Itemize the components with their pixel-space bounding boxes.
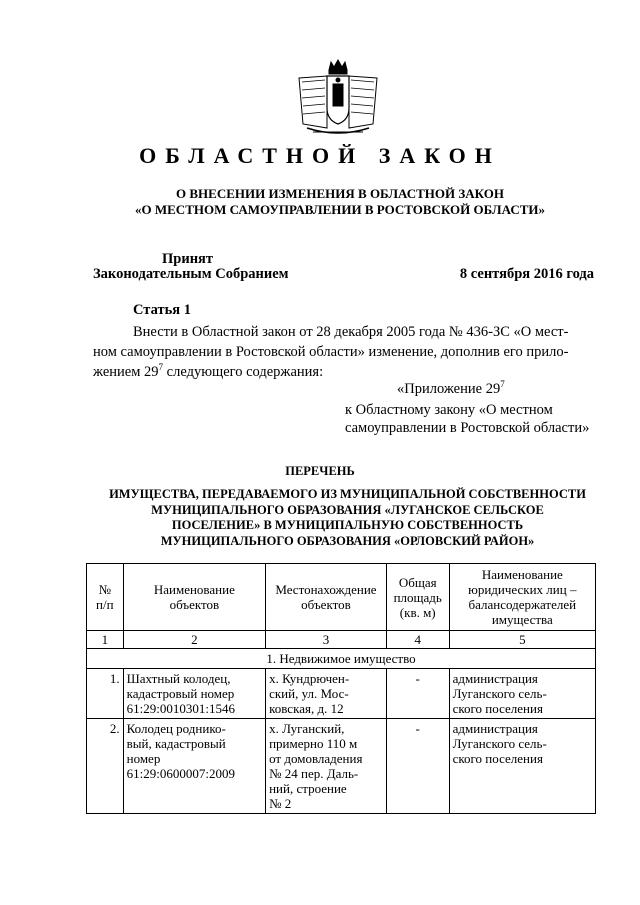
article-text-line-1: Внести в Областной закон от 28 декабря 2005 года № 436-ЗС «О мест- — [133, 324, 569, 340]
article-text-line-2: ном самоуправлении в Ростовской области» изменение, дополнив его прило- — [93, 344, 569, 360]
appendix-line-2: к Областному закону «О местном — [345, 402, 553, 418]
object-holder: администрация Луганского сель- ского поселения — [449, 669, 595, 719]
column-number: 2 — [123, 631, 265, 649]
section-title: 1. Недвижимое имущество — [87, 649, 596, 669]
row-number: 1. — [87, 669, 124, 719]
article-text-line-3-start: жением 29 — [93, 364, 159, 380]
column-number-row — [87, 631, 596, 649]
article-text-line-3 — [93, 362, 593, 382]
object-location: х. Кундрючен- ский, ул. Мос- ковская, д. 12 — [266, 669, 387, 719]
law-title: ОБЛАСТНОЙ ЗАКОН — [139, 143, 501, 168]
list-title-line-1: ИМУЩЕСТВА, ПЕРЕДАВАЕМОГО ИЗ МУНИЦИПАЛЬНОЙ СОБСТВЕННОСТИ — [109, 487, 586, 501]
column-number: 3 — [266, 631, 387, 649]
header-location: Местонахождение объектов — [266, 564, 387, 631]
law-subtitle — [60, 186, 620, 218]
property-table — [86, 563, 596, 814]
table-row — [87, 669, 596, 719]
appendix-line-3: самоуправлении в Ростовской области» — [345, 420, 590, 436]
adopted-by: Законодательным Собранием — [93, 266, 289, 282]
article-text-line-3-end: следующего содержания: — [163, 364, 324, 380]
coat-of-arms-emblem — [293, 58, 383, 140]
adopted-label: Принят — [162, 251, 214, 267]
list-title-line-2: МУНИЦИПАЛЬНОГО ОБРАЗОВАНИЯ «ЛУГАНСКОЕ СЕЛЬСКОЕ — [151, 502, 544, 517]
list-heading: ПЕРЕЧЕНЬ — [285, 464, 355, 478]
table-row — [87, 719, 596, 814]
appendix-caption — [345, 380, 605, 437]
object-location: х. Луганский, примерно 110 м от домовладения № 24 пер. Даль- ний, строение № 2 — [266, 719, 387, 814]
table-header-row — [87, 564, 596, 631]
column-number: 4 — [386, 631, 449, 649]
column-number: 1 — [87, 631, 124, 649]
object-area: - — [386, 669, 449, 719]
article-superscript: 7 — [158, 362, 164, 373]
list-title — [80, 487, 615, 549]
appendix-label-text: «Приложение 29 — [397, 381, 501, 397]
object-holder: администрация Луганского сель- ского поселения — [449, 719, 595, 814]
row-number: 2. — [87, 719, 124, 814]
header-holders: Наименование юридических лиц – балансодержателей имущества — [449, 564, 595, 631]
list-title-line-4: МУНИЦИПАЛЬНОГО ОБРАЗОВАНИЯ «ОРЛОВСКИЙ РАЙОН» — [160, 533, 535, 548]
law-subtitle-line-2: «О МЕСТНОМ САМОУПРАВЛЕНИИ В РОСТОВСКОЙ ОБЛАСТИ» — [135, 202, 545, 217]
object-name: Шахтный колодец, кадастровый номер 61:29:0010301:1546 — [123, 669, 265, 719]
adoption-date: 8 сентября 2016 года — [459, 266, 594, 282]
appendix-label — [345, 380, 605, 398]
section-row — [87, 649, 596, 669]
header-no: № п/п — [87, 564, 124, 631]
article-title: Статья 1 — [133, 302, 191, 318]
header-area: Общая площадь (кв. м) — [386, 564, 449, 631]
object-name: Колодец роднико- вый, кадастровый номер 61:29:0600007:2009 — [123, 719, 265, 814]
column-number: 5 — [449, 631, 595, 649]
object-area: - — [386, 719, 449, 814]
list-title-line-3: ПОСЕЛЕНИЕ» В МУНИЦИПАЛЬНУЮ СОБСТВЕННОСТЬ — [171, 518, 524, 532]
header-name: Наименование объектов — [123, 564, 265, 631]
law-subtitle-line-1: О ВНЕСЕНИИ ИЗМЕНЕНИЯ В ОБЛАСТНОЙ ЗАКОН — [176, 186, 504, 201]
appendix-superscript: 7 — [500, 379, 505, 390]
article-text — [93, 322, 593, 382]
